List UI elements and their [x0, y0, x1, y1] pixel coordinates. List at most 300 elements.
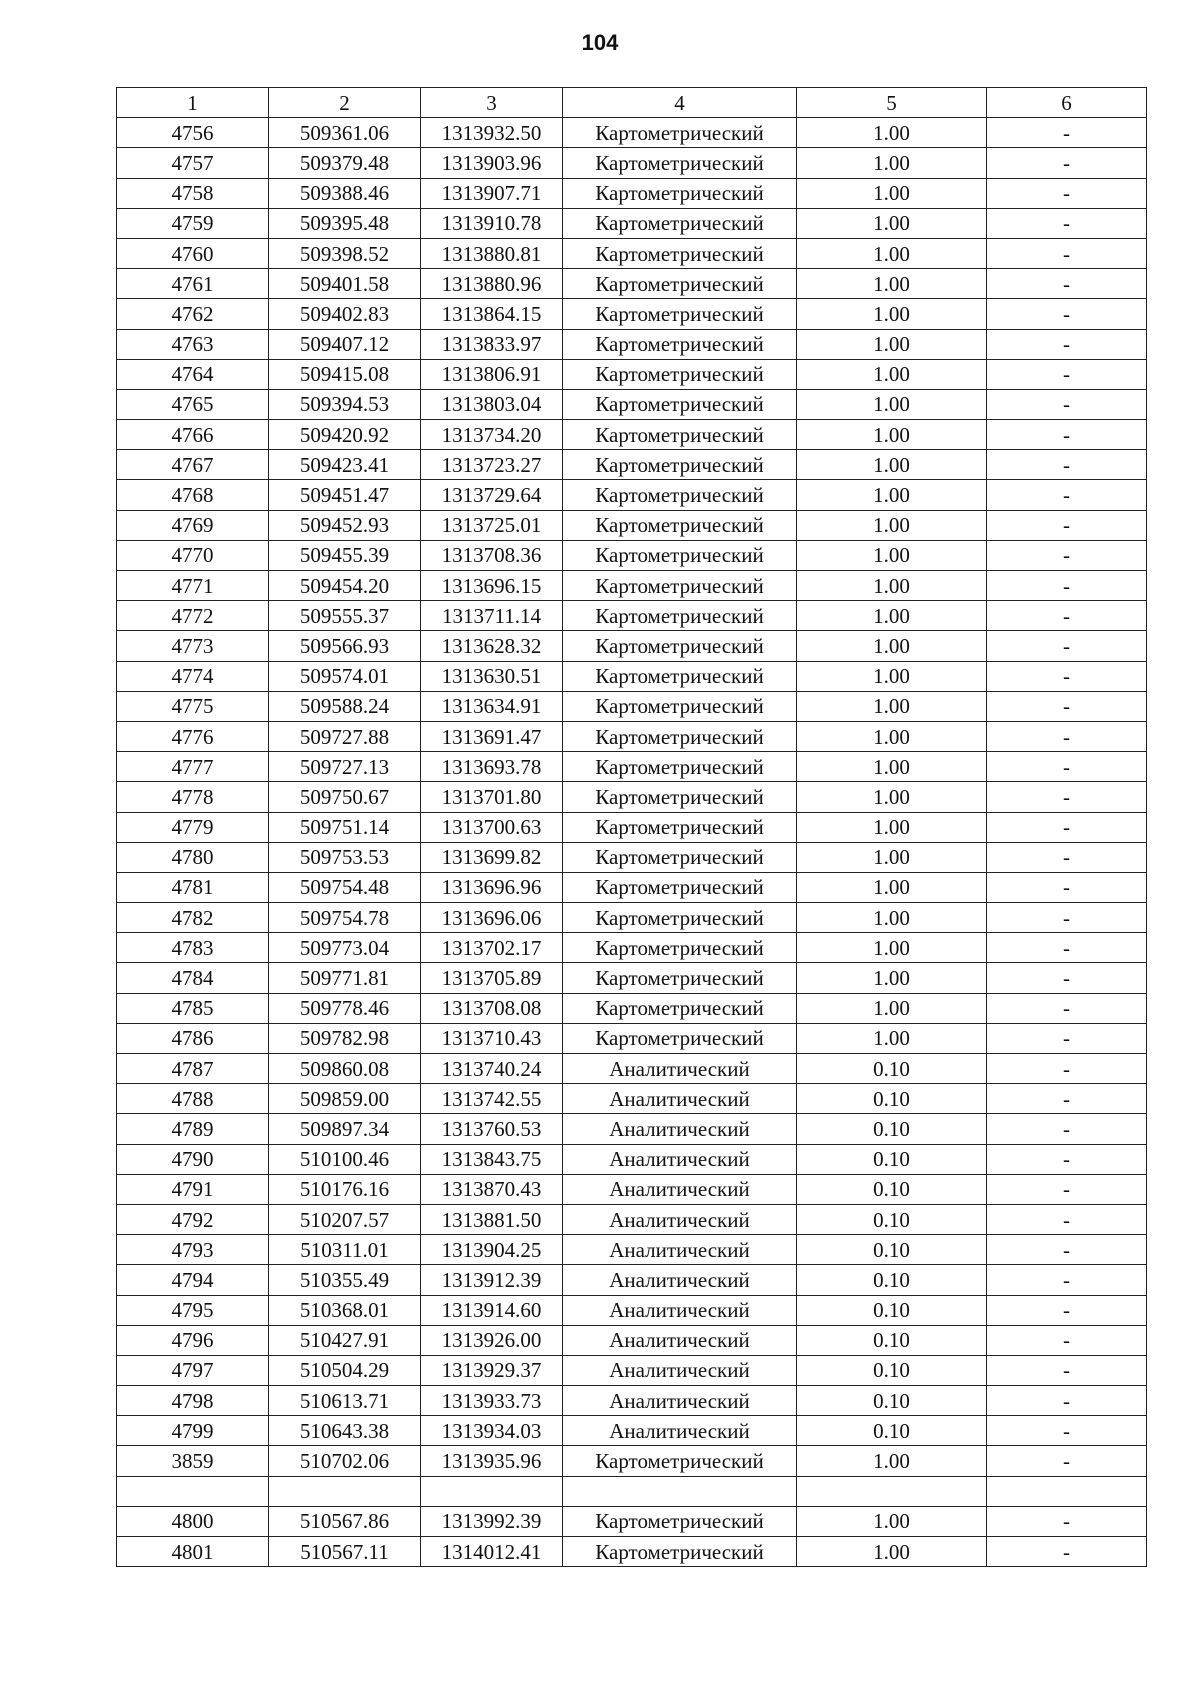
point-number-cell: 4761 — [117, 269, 269, 299]
point-number-cell: 4762 — [117, 299, 269, 329]
note-cell: - — [987, 359, 1147, 389]
point-number-cell: 4770 — [117, 540, 269, 570]
y-coordinate-cell: 1313992.39 — [421, 1506, 563, 1536]
x-coordinate-cell: 510567.11 — [269, 1537, 421, 1567]
y-coordinate-cell: 1313806.91 — [421, 359, 563, 389]
point-number-cell: 4768 — [117, 480, 269, 510]
note-cell: - — [987, 299, 1147, 329]
note-cell: - — [987, 812, 1147, 842]
method-cell: Картометрический — [563, 721, 797, 751]
x-coordinate-cell: 509897.34 — [269, 1114, 421, 1144]
x-coordinate-cell: 510100.46 — [269, 1144, 421, 1174]
method-cell: Картометрический — [563, 631, 797, 661]
accuracy-cell: 1.00 — [797, 571, 987, 601]
table-row — [117, 238, 1147, 268]
x-coordinate-cell: 509398.52 — [269, 238, 421, 268]
table-row — [117, 1386, 1147, 1416]
table-row — [117, 691, 1147, 721]
table-row — [117, 329, 1147, 359]
method-cell: Картометрический — [563, 540, 797, 570]
note-cell: - — [987, 1265, 1147, 1295]
point-number-cell: 4782 — [117, 903, 269, 933]
point-number-cell: 4783 — [117, 933, 269, 963]
accuracy-cell: 0.10 — [797, 1235, 987, 1265]
method-cell: Аналитический — [563, 1174, 797, 1204]
x-coordinate-cell: 510504.29 — [269, 1355, 421, 1385]
point-number-cell: 4791 — [117, 1174, 269, 1204]
table-row — [117, 480, 1147, 510]
y-coordinate-cell: 1313880.81 — [421, 238, 563, 268]
accuracy-cell: 0.10 — [797, 1204, 987, 1234]
note-cell: - — [987, 1506, 1147, 1536]
note-cell: - — [987, 571, 1147, 601]
x-coordinate-cell: 510702.06 — [269, 1446, 421, 1476]
y-coordinate-cell: 1313740.24 — [421, 1054, 563, 1084]
y-coordinate-cell: 1313933.73 — [421, 1386, 563, 1416]
y-coordinate-cell: 1313935.96 — [421, 1446, 563, 1476]
table-row — [117, 782, 1147, 812]
table-row — [117, 178, 1147, 208]
method-cell: Картометрический — [563, 118, 797, 148]
method-cell: Аналитический — [563, 1386, 797, 1416]
note-cell: - — [987, 963, 1147, 993]
accuracy-cell: 0.10 — [797, 1084, 987, 1114]
point-number-cell: 4776 — [117, 721, 269, 751]
point-number-cell: 4777 — [117, 752, 269, 782]
table-row — [117, 933, 1147, 963]
point-number-cell: 4766 — [117, 420, 269, 450]
point-number-cell: 4775 — [117, 691, 269, 721]
x-coordinate-cell: 509415.08 — [269, 359, 421, 389]
y-coordinate-cell: 1314012.41 — [421, 1537, 563, 1567]
note-cell: - — [987, 118, 1147, 148]
accuracy-cell: 1.00 — [797, 903, 987, 933]
table-row — [117, 1476, 1147, 1506]
y-coordinate-cell: 1313628.32 — [421, 631, 563, 661]
table-row — [117, 208, 1147, 238]
table-row — [117, 1023, 1147, 1053]
accuracy-cell: 1.00 — [797, 601, 987, 631]
x-coordinate-cell: 510567.86 — [269, 1506, 421, 1536]
accuracy-cell: 1.00 — [797, 721, 987, 751]
table-row — [117, 299, 1147, 329]
y-coordinate-cell: 1313907.71 — [421, 178, 563, 208]
method-cell: Картометрический — [563, 389, 797, 419]
y-coordinate-cell: 1313760.53 — [421, 1114, 563, 1144]
table-row — [117, 1265, 1147, 1295]
method-cell: Картометрический — [563, 510, 797, 540]
method-cell: Картометрический — [563, 178, 797, 208]
accuracy-cell: 0.10 — [797, 1355, 987, 1385]
accuracy-cell: 1.00 — [797, 238, 987, 268]
note-cell: - — [987, 510, 1147, 540]
y-coordinate-cell: 1313929.37 — [421, 1355, 563, 1385]
method-cell: Картометрический — [563, 359, 797, 389]
method-cell: Картометрический — [563, 872, 797, 902]
table-row — [117, 872, 1147, 902]
x-coordinate-cell: 509771.81 — [269, 963, 421, 993]
x-coordinate-cell: 510613.71 — [269, 1386, 421, 1416]
x-coordinate-cell: 509455.39 — [269, 540, 421, 570]
point-number-cell: 4793 — [117, 1235, 269, 1265]
note-cell: - — [987, 752, 1147, 782]
method-cell: Аналитический — [563, 1054, 797, 1084]
table-row — [117, 1416, 1147, 1446]
note-cell: - — [987, 1235, 1147, 1265]
x-coordinate-cell: 510311.01 — [269, 1235, 421, 1265]
note-cell: - — [987, 1084, 1147, 1114]
accuracy-cell: 1.00 — [797, 510, 987, 540]
table-header-row — [117, 88, 1147, 118]
y-coordinate-cell: 1313734.20 — [421, 420, 563, 450]
method-cell: Картометрический — [563, 420, 797, 450]
point-number-cell: 4781 — [117, 872, 269, 902]
method-cell: Аналитический — [563, 1325, 797, 1355]
note-cell: - — [987, 450, 1147, 480]
table-row — [117, 1537, 1147, 1567]
accuracy-cell: 1.00 — [797, 691, 987, 721]
method-cell: Картометрический — [563, 299, 797, 329]
point-number-cell — [117, 1476, 269, 1506]
y-coordinate-cell: 1313696.15 — [421, 571, 563, 601]
note-cell: - — [987, 842, 1147, 872]
x-coordinate-cell: 509754.78 — [269, 903, 421, 933]
point-number-cell: 4789 — [117, 1114, 269, 1144]
x-coordinate-cell: 509394.53 — [269, 389, 421, 419]
method-cell — [563, 1476, 797, 1506]
point-number-cell: 4779 — [117, 812, 269, 842]
y-coordinate-cell — [421, 1476, 563, 1506]
y-coordinate-cell: 1313742.55 — [421, 1084, 563, 1114]
accuracy-cell: 1.00 — [797, 450, 987, 480]
method-cell: Аналитический — [563, 1295, 797, 1325]
point-number-cell: 4790 — [117, 1144, 269, 1174]
note-cell: - — [987, 1355, 1147, 1385]
method-cell: Картометрический — [563, 1023, 797, 1053]
x-coordinate-cell: 509361.06 — [269, 118, 421, 148]
table-row — [117, 661, 1147, 691]
x-coordinate-cell: 510427.91 — [269, 1325, 421, 1355]
accuracy-cell: 0.10 — [797, 1054, 987, 1084]
page-number: 104 — [581, 30, 619, 55]
y-coordinate-cell: 1313634.91 — [421, 691, 563, 721]
point-number-cell: 4792 — [117, 1204, 269, 1234]
x-coordinate-cell: 509860.08 — [269, 1054, 421, 1084]
point-number-cell: 4795 — [117, 1295, 269, 1325]
point-number-cell: 4772 — [117, 601, 269, 631]
accuracy-cell: 1.00 — [797, 782, 987, 812]
accuracy-cell: 1.00 — [797, 269, 987, 299]
note-cell: - — [987, 480, 1147, 510]
accuracy-cell: 1.00 — [797, 1446, 987, 1476]
y-coordinate-cell: 1313926.00 — [421, 1325, 563, 1355]
note-cell: - — [987, 178, 1147, 208]
y-coordinate-cell: 1313914.60 — [421, 1295, 563, 1325]
note-cell: - — [987, 1023, 1147, 1053]
x-coordinate-cell: 509859.00 — [269, 1084, 421, 1114]
x-coordinate-cell: 509727.88 — [269, 721, 421, 751]
table-row — [117, 1084, 1147, 1114]
note-cell: - — [987, 1386, 1147, 1416]
note-cell: - — [987, 631, 1147, 661]
table-row — [117, 1174, 1147, 1204]
table-row — [117, 389, 1147, 419]
method-cell: Картометрический — [563, 601, 797, 631]
y-coordinate-cell: 1313833.97 — [421, 329, 563, 359]
note-cell: - — [987, 1204, 1147, 1234]
x-coordinate-cell: 509782.98 — [269, 1023, 421, 1053]
table-row — [117, 631, 1147, 661]
method-cell: Картометрический — [563, 933, 797, 963]
method-cell: Аналитический — [563, 1265, 797, 1295]
header-cell: 2 — [269, 88, 421, 118]
note-cell: - — [987, 269, 1147, 299]
table-row — [117, 1114, 1147, 1144]
accuracy-cell: 1.00 — [797, 359, 987, 389]
note-cell: - — [987, 1114, 1147, 1144]
x-coordinate-cell: 509379.48 — [269, 148, 421, 178]
x-coordinate-cell: 509420.92 — [269, 420, 421, 450]
point-number-cell: 4785 — [117, 993, 269, 1023]
accuracy-cell: 1.00 — [797, 933, 987, 963]
accuracy-cell: 1.00 — [797, 752, 987, 782]
y-coordinate-cell: 1313910.78 — [421, 208, 563, 238]
point-number-cell: 4784 — [117, 963, 269, 993]
point-number-cell: 4769 — [117, 510, 269, 540]
method-cell: Картометрический — [563, 480, 797, 510]
table-row — [117, 571, 1147, 601]
accuracy-cell: 1.00 — [797, 842, 987, 872]
y-coordinate-cell: 1313702.17 — [421, 933, 563, 963]
point-number-cell: 4778 — [117, 782, 269, 812]
table-row — [117, 450, 1147, 480]
method-cell: Картометрический — [563, 148, 797, 178]
point-number-cell: 4771 — [117, 571, 269, 601]
y-coordinate-cell: 1313696.06 — [421, 903, 563, 933]
table-row — [117, 1295, 1147, 1325]
y-coordinate-cell: 1313710.43 — [421, 1023, 563, 1053]
x-coordinate-cell: 509402.83 — [269, 299, 421, 329]
x-coordinate-cell: 509555.37 — [269, 601, 421, 631]
method-cell: Картометрический — [563, 238, 797, 268]
point-number-cell: 4758 — [117, 178, 269, 208]
accuracy-cell: 1.00 — [797, 1537, 987, 1567]
point-number-cell: 4764 — [117, 359, 269, 389]
y-coordinate-cell: 1313934.03 — [421, 1416, 563, 1446]
y-coordinate-cell: 1313693.78 — [421, 752, 563, 782]
x-coordinate-cell: 510643.38 — [269, 1416, 421, 1446]
accuracy-cell: 1.00 — [797, 148, 987, 178]
accuracy-cell: 1.00 — [797, 420, 987, 450]
method-cell: Картометрический — [563, 691, 797, 721]
x-coordinate-cell: 510368.01 — [269, 1295, 421, 1325]
method-cell: Картометрический — [563, 903, 797, 933]
table-row — [117, 842, 1147, 872]
method-cell: Картометрический — [563, 1446, 797, 1476]
x-coordinate-cell: 509451.47 — [269, 480, 421, 510]
y-coordinate-cell: 1313870.43 — [421, 1174, 563, 1204]
y-coordinate-cell: 1313880.96 — [421, 269, 563, 299]
point-number-cell: 4796 — [117, 1325, 269, 1355]
y-coordinate-cell: 1313708.08 — [421, 993, 563, 1023]
table-row — [117, 1235, 1147, 1265]
method-cell: Картометрический — [563, 329, 797, 359]
y-coordinate-cell: 1313723.27 — [421, 450, 563, 480]
table-row — [117, 1506, 1147, 1536]
method-cell: Аналитический — [563, 1114, 797, 1144]
note-cell: - — [987, 691, 1147, 721]
x-coordinate-cell: 509574.01 — [269, 661, 421, 691]
y-coordinate-cell: 1313630.51 — [421, 661, 563, 691]
method-cell: Картометрический — [563, 963, 797, 993]
point-number-cell: 4759 — [117, 208, 269, 238]
y-coordinate-cell: 1313699.82 — [421, 842, 563, 872]
note-cell: - — [987, 329, 1147, 359]
accuracy-cell: 1.00 — [797, 1023, 987, 1053]
accuracy-cell: 1.00 — [797, 178, 987, 208]
method-cell: Картометрический — [563, 1537, 797, 1567]
method-cell: Аналитический — [563, 1204, 797, 1234]
accuracy-cell: 1.00 — [797, 480, 987, 510]
table-body — [117, 118, 1147, 1567]
header-cell: 5 — [797, 88, 987, 118]
table-row — [117, 963, 1147, 993]
note-cell: - — [987, 1446, 1147, 1476]
table-row — [117, 1054, 1147, 1084]
y-coordinate-cell: 1313725.01 — [421, 510, 563, 540]
y-coordinate-cell: 1313912.39 — [421, 1265, 563, 1295]
header-cell: 4 — [563, 88, 797, 118]
point-number-cell: 4788 — [117, 1084, 269, 1114]
method-cell: Картометрический — [563, 842, 797, 872]
method-cell: Картометрический — [563, 450, 797, 480]
point-number-cell: 4797 — [117, 1355, 269, 1385]
point-number-cell: 4787 — [117, 1054, 269, 1084]
accuracy-cell: 1.00 — [797, 872, 987, 902]
x-coordinate-cell: 509452.93 — [269, 510, 421, 540]
method-cell: Картометрический — [563, 812, 797, 842]
method-cell: Аналитический — [563, 1144, 797, 1174]
x-coordinate-cell: 509395.48 — [269, 208, 421, 238]
note-cell: - — [987, 721, 1147, 751]
table-row — [117, 540, 1147, 570]
accuracy-cell: 0.10 — [797, 1416, 987, 1446]
table-row — [117, 148, 1147, 178]
y-coordinate-cell: 1313691.47 — [421, 721, 563, 751]
point-number-cell: 3859 — [117, 1446, 269, 1476]
note-cell: - — [987, 1174, 1147, 1204]
point-number-cell: 4760 — [117, 238, 269, 268]
header-cell: 6 — [987, 88, 1147, 118]
accuracy-cell: 0.10 — [797, 1265, 987, 1295]
note-cell: - — [987, 661, 1147, 691]
x-coordinate-cell: 509773.04 — [269, 933, 421, 963]
table-row — [117, 1446, 1147, 1476]
table-row — [117, 269, 1147, 299]
accuracy-cell: 1.00 — [797, 540, 987, 570]
note-cell: - — [987, 872, 1147, 902]
x-coordinate-cell: 509566.93 — [269, 631, 421, 661]
y-coordinate-cell: 1313701.80 — [421, 782, 563, 812]
x-coordinate-cell: 509388.46 — [269, 178, 421, 208]
x-coordinate-cell: 509454.20 — [269, 571, 421, 601]
table-row — [117, 993, 1147, 1023]
method-cell: Аналитический — [563, 1355, 797, 1385]
x-coordinate-cell: 509401.58 — [269, 269, 421, 299]
y-coordinate-cell: 1313843.75 — [421, 1144, 563, 1174]
note-cell: - — [987, 601, 1147, 631]
note-cell: - — [987, 148, 1147, 178]
accuracy-cell: 0.10 — [797, 1295, 987, 1325]
note-cell: - — [987, 389, 1147, 419]
y-coordinate-cell: 1313708.36 — [421, 540, 563, 570]
method-cell: Аналитический — [563, 1084, 797, 1114]
method-cell: Картометрический — [563, 571, 797, 601]
method-cell: Картометрический — [563, 269, 797, 299]
method-cell: Картометрический — [563, 993, 797, 1023]
table-row — [117, 1325, 1147, 1355]
point-number-cell: 4780 — [117, 842, 269, 872]
accuracy-cell: 0.10 — [797, 1114, 987, 1144]
table-row — [117, 721, 1147, 751]
accuracy-cell: 1.00 — [797, 631, 987, 661]
note-cell: - — [987, 540, 1147, 570]
table-row — [117, 420, 1147, 450]
accuracy-cell: 1.00 — [797, 329, 987, 359]
note-cell: - — [987, 993, 1147, 1023]
point-number-cell: 4757 — [117, 148, 269, 178]
note-cell: - — [987, 1144, 1147, 1174]
accuracy-cell: 0.10 — [797, 1174, 987, 1204]
x-coordinate-cell: 509751.14 — [269, 812, 421, 842]
method-cell: Картометрический — [563, 208, 797, 238]
note-cell: - — [987, 933, 1147, 963]
table-row — [117, 903, 1147, 933]
x-coordinate-cell: 509423.41 — [269, 450, 421, 480]
point-number-cell: 4774 — [117, 661, 269, 691]
coordinates-table — [116, 87, 1147, 1567]
note-cell: - — [987, 1295, 1147, 1325]
note-cell: - — [987, 903, 1147, 933]
y-coordinate-cell: 1313881.50 — [421, 1204, 563, 1234]
accuracy-cell — [797, 1476, 987, 1506]
point-number-cell: 4786 — [117, 1023, 269, 1053]
table-row — [117, 812, 1147, 842]
table-row — [117, 510, 1147, 540]
accuracy-cell: 0.10 — [797, 1144, 987, 1174]
note-cell: - — [987, 1537, 1147, 1567]
accuracy-cell: 1.00 — [797, 963, 987, 993]
y-coordinate-cell: 1313903.96 — [421, 148, 563, 178]
x-coordinate-cell: 509753.53 — [269, 842, 421, 872]
accuracy-cell: 0.10 — [797, 1386, 987, 1416]
x-coordinate-cell: 509727.13 — [269, 752, 421, 782]
table-row — [117, 1204, 1147, 1234]
accuracy-cell: 1.00 — [797, 661, 987, 691]
y-coordinate-cell: 1313932.50 — [421, 118, 563, 148]
header-cell: 1 — [117, 88, 269, 118]
note-cell: - — [987, 782, 1147, 812]
y-coordinate-cell: 1313705.89 — [421, 963, 563, 993]
table-row — [117, 359, 1147, 389]
note-cell: - — [987, 1416, 1147, 1446]
note-cell: - — [987, 420, 1147, 450]
method-cell: Картометрический — [563, 1506, 797, 1536]
table-row — [117, 601, 1147, 631]
y-coordinate-cell: 1313904.25 — [421, 1235, 563, 1265]
method-cell: Картометрический — [563, 661, 797, 691]
method-cell: Аналитический — [563, 1416, 797, 1446]
